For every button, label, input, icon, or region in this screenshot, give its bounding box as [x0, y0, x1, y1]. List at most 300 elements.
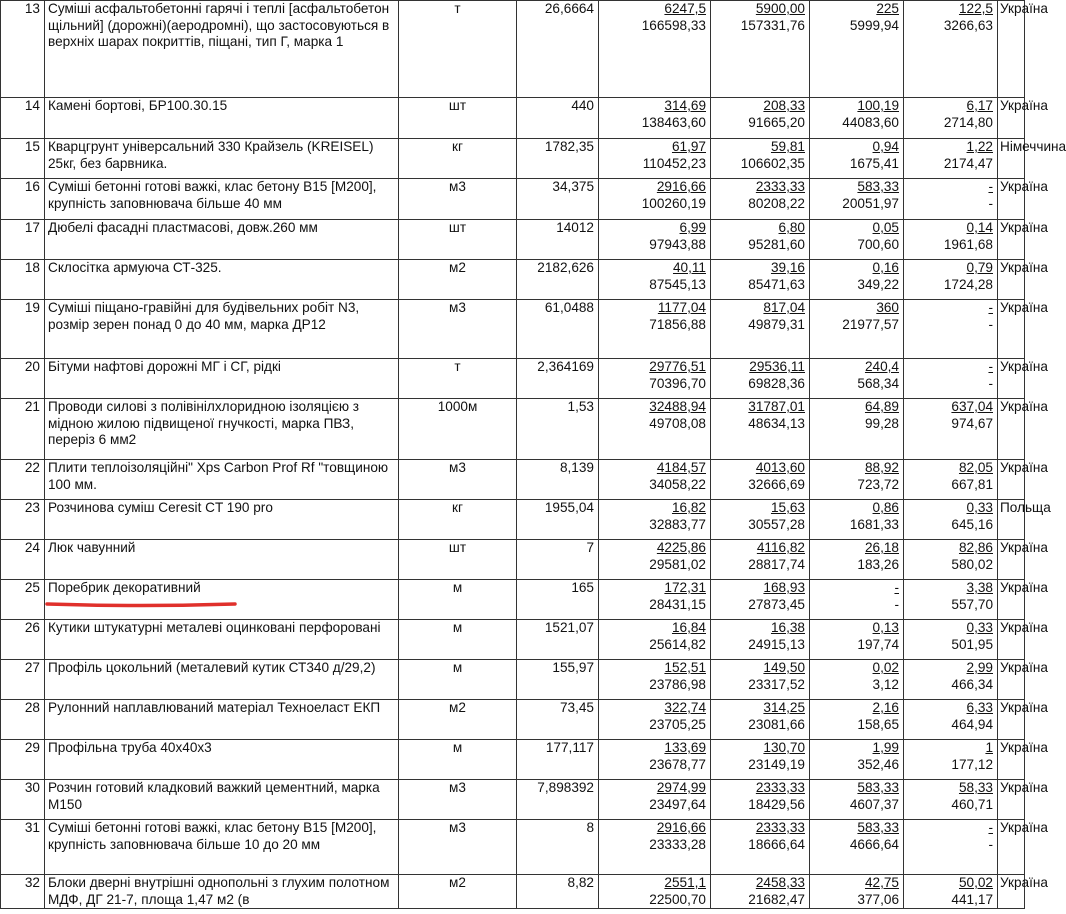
unit-price: 1,99	[872, 740, 899, 755]
unit-price: 0,94	[872, 139, 899, 154]
price-cell-c1	[599, 660, 711, 700]
total-price: 1675,41	[849, 155, 899, 171]
unit-cell: м3	[399, 780, 517, 820]
price-cell-c4	[904, 1, 998, 98]
price-cell-c2	[711, 780, 810, 820]
quantity-cell: 14012	[517, 220, 599, 260]
item-name: Суміші піщано-гравійні для будівельних робіт N3, розмір зерен понад 0 до 40 мм, марка ДР12	[45, 300, 399, 359]
price-cell-c3	[810, 1, 904, 98]
total-price: 28817,74	[748, 556, 805, 572]
unit-price: 152,51	[664, 660, 706, 675]
total-price: 645,16	[951, 516, 993, 532]
quantity-cell: 7,898392	[517, 780, 599, 820]
unit-price: 4225,86	[656, 540, 706, 555]
country-cell: Україна	[998, 700, 1025, 740]
total-price: 21977,57	[842, 316, 899, 332]
total-price: 18429,56	[748, 796, 805, 812]
unit-price: 240,4	[864, 359, 899, 374]
unit-price: 0,16	[872, 260, 899, 275]
price-cell-c4	[904, 820, 998, 875]
unit-cell: 1000м	[399, 399, 517, 460]
row-number: 23	[1, 500, 45, 540]
table-row	[1, 260, 1025, 300]
unit-price: 583,33	[857, 179, 899, 194]
unit-price: 0,02	[872, 660, 899, 675]
price-cell-c3	[810, 260, 904, 300]
total-price: 377,06	[857, 891, 899, 907]
total-price: 27873,45	[748, 596, 805, 612]
total-price: 177,12	[951, 756, 993, 772]
price-cell-c2	[711, 460, 810, 500]
unit-price: 583,33	[857, 780, 899, 795]
total-price: 29581,02	[649, 556, 706, 572]
row-number: 18	[1, 260, 45, 300]
unit-price: -	[988, 300, 993, 315]
row-number: 29	[1, 740, 45, 780]
price-cell-c2	[711, 1, 810, 98]
total-price: 157331,76	[740, 17, 805, 33]
price-cell-c2	[711, 399, 810, 460]
quantity-cell: 165	[517, 580, 599, 620]
unit-cell: кг	[399, 500, 517, 540]
row-number: 25	[1, 580, 45, 620]
price-cell-c3	[810, 780, 904, 820]
item-name: Плити теплоізоляційні" Xps Carbon Prof Rf "товщиною 100 мм.	[45, 460, 399, 500]
price-cell-c3	[810, 179, 904, 220]
unit-price: 40,11	[672, 260, 706, 275]
row-number: 15	[1, 139, 45, 179]
total-price: 80208,22	[748, 195, 805, 211]
unit-cell: м	[399, 660, 517, 700]
total-price: 34058,22	[649, 476, 706, 492]
item-name: Бітуми нафтові дорожні МГ і СГ, рідкі	[45, 359, 399, 399]
unit-cell: м3	[399, 179, 517, 220]
unit-price: 29536,11	[749, 359, 805, 374]
total-price: 95281,60	[748, 236, 805, 252]
price-cell-c3	[810, 740, 904, 780]
unit-price: 6,17	[966, 98, 993, 113]
price-cell-c4	[904, 660, 998, 700]
total-price: 23333,28	[649, 836, 706, 852]
quantity-cell: 440	[517, 98, 599, 139]
unit-price: 2333,33	[755, 820, 805, 835]
quantity-cell: 34,375	[517, 179, 599, 220]
total-price: 106602,35	[740, 155, 805, 171]
quantity-cell: 155,97	[517, 660, 599, 700]
country-cell: Україна	[998, 875, 1025, 909]
unit-price: 2333,33	[755, 780, 805, 795]
total-price: -	[988, 836, 993, 852]
unit-price: 0,13	[872, 620, 899, 635]
unit-price: 168,93	[763, 580, 805, 595]
price-cell-c4	[904, 98, 998, 139]
unit-price: 82,05	[958, 460, 993, 475]
table-row	[1, 220, 1025, 260]
price-cell-c3	[810, 875, 904, 909]
unit-price: 360	[876, 300, 899, 315]
quantity-cell: 1521,07	[517, 620, 599, 660]
total-price: 3,12	[872, 676, 899, 692]
unit-price: 5900,00	[755, 1, 805, 16]
total-price: 28431,15	[649, 596, 706, 612]
price-cell-c1	[599, 98, 711, 139]
table-row	[1, 740, 1025, 780]
price-cell-c4	[904, 260, 998, 300]
unit-price: 6,80	[778, 220, 805, 235]
table-row	[1, 179, 1025, 220]
total-price: 32666,69	[748, 476, 805, 492]
unit-price: 0,86	[872, 500, 899, 515]
price-cell-c4	[904, 620, 998, 660]
table-row	[1, 820, 1025, 875]
price-cell-c3	[810, 399, 904, 460]
item-name: Склосітка армуюча СТ-325.	[45, 260, 399, 300]
unit-price: 208,33	[763, 98, 805, 113]
row-number: 31	[1, 820, 45, 875]
unit-price: 637,04	[951, 399, 993, 414]
unit-price: 6,99	[679, 220, 706, 235]
unit-cell: м2	[399, 875, 517, 909]
unit-price: 2916,66	[656, 179, 706, 194]
price-cell-c3	[810, 460, 904, 500]
unit-price: 4116,82	[756, 540, 805, 555]
unit-price: -	[988, 179, 993, 194]
price-cell-c1	[599, 500, 711, 540]
quantity-cell: 1,53	[517, 399, 599, 460]
total-price: 24915,13	[748, 636, 805, 652]
total-price: 667,81	[951, 476, 993, 492]
unit-price: 88,92	[864, 460, 899, 475]
unit-cell: м2	[399, 700, 517, 740]
table-row	[1, 875, 1025, 909]
row-number: 20	[1, 359, 45, 399]
table-row	[1, 98, 1025, 139]
total-price: 30557,28	[748, 516, 805, 532]
quantity-cell: 177,117	[517, 740, 599, 780]
price-cell-c1	[599, 780, 711, 820]
unit-cell: шт	[399, 540, 517, 580]
total-price: 349,22	[857, 276, 899, 292]
price-cell-c4	[904, 700, 998, 740]
quantity-cell: 1782,35	[517, 139, 599, 179]
unit-price: 59,81	[770, 139, 805, 154]
country-cell: Україна	[998, 620, 1025, 660]
country-cell: Україна	[998, 300, 1025, 359]
price-cell-c3	[810, 98, 904, 139]
unit-price: 0,14	[966, 220, 993, 235]
price-cell-c2	[711, 820, 810, 875]
price-cell-c1	[599, 260, 711, 300]
total-price: 23786,98	[649, 676, 706, 692]
price-cell-c2	[711, 260, 810, 300]
price-cell-c3	[810, 359, 904, 399]
item-name: Розчин готовий кладковий важкий цементний, марка М150	[45, 780, 399, 820]
unit-price: 0,33	[966, 500, 993, 515]
unit-price: 0,33	[966, 620, 993, 635]
table-row	[1, 300, 1025, 359]
price-cell-c2	[711, 620, 810, 660]
total-price: 158,65	[857, 716, 899, 732]
price-cell-c2	[711, 500, 810, 540]
price-cell-c1	[599, 1, 711, 98]
total-price: 197,74	[857, 636, 899, 652]
item-name: Суміші асфальтобетонні гарячі і теплі [асфальтобетон щільний] (дорожні)(аеродромні), що застосовуються в верхніх шарах покриттів, піщані, тип Г, марка 1	[45, 1, 399, 98]
unit-price: 2974,99	[656, 780, 706, 795]
row-number: 21	[1, 399, 45, 460]
total-price: 3266,63	[943, 17, 993, 33]
total-price: 2714,80	[943, 114, 993, 130]
table-row	[1, 500, 1025, 540]
total-price: 441,17	[951, 891, 993, 907]
country-cell: Польща	[998, 500, 1025, 540]
unit-price: -	[988, 359, 993, 374]
table-row	[1, 620, 1025, 660]
unit-price: 15,63	[770, 500, 805, 515]
price-cell-c4	[904, 875, 998, 909]
total-price: 97943,88	[649, 236, 706, 252]
row-number: 24	[1, 540, 45, 580]
item-name: Профіль цокольний (металевий кутик СТ340 д/29,2)	[45, 660, 399, 700]
price-cell-c3	[810, 220, 904, 260]
unit-price: 29776,51	[649, 359, 706, 374]
price-cell-c3	[810, 580, 904, 620]
quantity-cell: 26,6664	[517, 1, 599, 98]
price-cell-c3	[810, 700, 904, 740]
price-cell-c4	[904, 359, 998, 399]
price-cell-c2	[711, 300, 810, 359]
country-cell: Україна	[998, 98, 1025, 139]
price-cell-c2	[711, 139, 810, 179]
red-underline-mark	[46, 601, 236, 607]
unit-cell: м	[399, 620, 517, 660]
price-cell-c2	[711, 179, 810, 220]
total-price: 352,46	[857, 756, 899, 772]
price-cell-c3	[810, 540, 904, 580]
price-cell-c1	[599, 875, 711, 909]
total-price: 1961,68	[943, 236, 993, 252]
quantity-cell: 7	[517, 540, 599, 580]
price-cell-c2	[711, 875, 810, 909]
total-price: 1681,33	[849, 516, 899, 532]
row-number: 22	[1, 460, 45, 500]
item-name: Суміші бетонні готові важкі, клас бетону В15 [М200], крупність заповнювача більше 40 мм	[45, 179, 399, 220]
unit-price: 58,33	[958, 780, 993, 795]
unit-price: 4184,57	[656, 460, 706, 475]
unit-price: -	[894, 580, 899, 595]
price-cell-c3	[810, 500, 904, 540]
unit-price: 4013,60	[755, 460, 805, 475]
item-name: Суміші бетонні готові важкі, клас бетону В15 [М200], крупність заповнювача більше 10 до 20 мм	[45, 820, 399, 875]
total-price: 20051,97	[842, 195, 899, 211]
unit-cell: м2	[399, 260, 517, 300]
total-price: 5999,94	[849, 17, 899, 33]
unit-price: 64,89	[864, 399, 899, 414]
country-cell: Україна	[998, 220, 1025, 260]
row-number: 27	[1, 660, 45, 700]
total-price: -	[988, 375, 993, 391]
total-price: 48634,13	[748, 415, 805, 431]
unit-price: 100,19	[857, 98, 899, 113]
country-cell: Україна	[998, 460, 1025, 500]
table-row	[1, 660, 1025, 700]
total-price: 568,34	[857, 375, 899, 391]
unit-price: 1177,04	[657, 300, 706, 315]
country-cell: Україна	[998, 359, 1025, 399]
unit-price: 50,02	[958, 875, 993, 890]
total-price: 580,02	[951, 556, 993, 572]
unit-price: 322,74	[664, 700, 706, 715]
unit-price: 2333,33	[755, 179, 805, 194]
unit-price: 1,22	[966, 139, 993, 154]
total-price: 110452,23	[642, 155, 706, 171]
total-price: 71856,88	[649, 316, 706, 332]
row-number: 28	[1, 700, 45, 740]
unit-price: 2916,66	[656, 820, 706, 835]
price-cell-c4	[904, 139, 998, 179]
price-cell-c1	[599, 139, 711, 179]
unit-price: 2458,33	[755, 875, 805, 890]
total-price: 166598,33	[641, 17, 706, 33]
price-cell-c4	[904, 220, 998, 260]
price-cell-c3	[810, 300, 904, 359]
country-cell: Україна	[998, 399, 1025, 460]
total-price: 974,67	[951, 415, 993, 431]
price-cell-c1	[599, 300, 711, 359]
unit-price: 2,16	[872, 700, 899, 715]
price-cell-c4	[904, 580, 998, 620]
unit-price: 26,18	[864, 540, 899, 555]
total-price: 32883,77	[649, 516, 706, 532]
price-cell-c4	[904, 300, 998, 359]
price-cell-c1	[599, 399, 711, 460]
total-price: 18666,64	[748, 836, 805, 852]
row-number: 30	[1, 780, 45, 820]
item-name: Рулонний наплавлюваний матеріал Техноеласт ЕКП	[45, 700, 399, 740]
quantity-cell: 8,82	[517, 875, 599, 909]
total-price: 25614,82	[649, 636, 706, 652]
total-price: 183,26	[857, 556, 899, 572]
total-price: 501,95	[951, 636, 993, 652]
price-cell-c1	[599, 359, 711, 399]
unit-price: 583,33	[857, 820, 899, 835]
price-cell-c4	[904, 399, 998, 460]
unit-price: 42,75	[864, 875, 899, 890]
unit-price: -	[988, 820, 993, 835]
price-cell-c4	[904, 460, 998, 500]
unit-price: 149,50	[763, 660, 805, 675]
price-cell-c2	[711, 220, 810, 260]
total-price: 23705,25	[649, 716, 706, 732]
item-name: Профільна труба 40х40х3	[45, 740, 399, 780]
total-price: -	[988, 195, 993, 211]
total-price: 23317,52	[748, 676, 805, 692]
total-price: 100260,19	[641, 195, 706, 211]
country-cell: Україна	[998, 1, 1025, 98]
unit-price: 172,31	[664, 580, 706, 595]
unit-cell: шт	[399, 98, 517, 139]
country-cell: Україна	[998, 260, 1025, 300]
price-cell-c3	[810, 139, 904, 179]
table-row	[1, 359, 1025, 399]
price-cell-c4	[904, 780, 998, 820]
quantity-cell: 2182,626	[517, 260, 599, 300]
total-price: 23149,19	[748, 756, 805, 772]
price-cell-c1	[599, 740, 711, 780]
price-cell-c1	[599, 540, 711, 580]
item-name: Люк чавунний	[45, 540, 399, 580]
unit-price: 225	[876, 1, 899, 16]
total-price: 70396,70	[649, 375, 706, 391]
unit-price: 31787,01	[748, 399, 805, 414]
total-price: -	[988, 316, 993, 332]
total-price: -	[894, 596, 899, 612]
price-cell-c2	[711, 740, 810, 780]
unit-price: 314,25	[763, 700, 805, 715]
row-number: 16	[1, 179, 45, 220]
price-cell-c1	[599, 620, 711, 660]
price-cell-c2	[711, 540, 810, 580]
total-price: 464,94	[951, 716, 993, 732]
item-name: Блоки дверні внутрішні однопольні з глухим полотном МДФ, ДГ 21-7, площа 1,47 м2 (в	[45, 875, 399, 909]
price-cell-c1	[599, 460, 711, 500]
total-price: 466,34	[951, 676, 993, 692]
total-price: 87545,13	[649, 276, 706, 292]
country-cell: Україна	[998, 580, 1025, 620]
quantity-cell: 8,139	[517, 460, 599, 500]
unit-price: 82,86	[958, 540, 993, 555]
total-price: 23678,77	[649, 756, 706, 772]
table-row	[1, 1, 1025, 98]
quantity-cell: 1955,04	[517, 500, 599, 540]
price-cell-c2	[711, 660, 810, 700]
total-price: 99,28	[864, 415, 899, 431]
table-row	[1, 780, 1025, 820]
unit-cell: т	[399, 359, 517, 399]
country-cell: Україна	[998, 660, 1025, 700]
item-name: Дюбелі фасадні пластмасові, довж.260 мм	[45, 220, 399, 260]
price-cell-c1	[599, 820, 711, 875]
unit-price: 0,05	[872, 220, 899, 235]
price-cell-c4	[904, 500, 998, 540]
unit-cell: м3	[399, 820, 517, 875]
price-cell-c1	[599, 220, 711, 260]
total-price: 2174,47	[943, 155, 993, 171]
unit-price: 16,84	[671, 620, 706, 635]
total-price: 460,71	[951, 796, 993, 812]
unit-price: 1	[985, 740, 993, 755]
unit-price: 61,97	[671, 139, 706, 154]
price-cell-c2	[711, 98, 810, 139]
total-price: 4607,37	[849, 796, 899, 812]
total-price: 69828,36	[748, 375, 805, 391]
country-cell: Україна	[998, 540, 1025, 580]
quantity-cell: 2,364169	[517, 359, 599, 399]
row-number: 17	[1, 220, 45, 260]
unit-price: 314,69	[664, 98, 706, 113]
total-price: 21682,47	[748, 891, 805, 907]
unit-cell: м3	[399, 300, 517, 359]
price-cell-c1	[599, 580, 711, 620]
total-price: 723,72	[857, 476, 899, 492]
price-cell-c3	[810, 820, 904, 875]
total-price: 23497,64	[649, 796, 706, 812]
unit-price: 133,69	[664, 740, 706, 755]
quantity-cell: 61,0488	[517, 300, 599, 359]
table-row	[1, 399, 1025, 460]
country-cell: Україна	[998, 820, 1025, 875]
price-cell-c4	[904, 740, 998, 780]
unit-price: 6,33	[966, 700, 993, 715]
